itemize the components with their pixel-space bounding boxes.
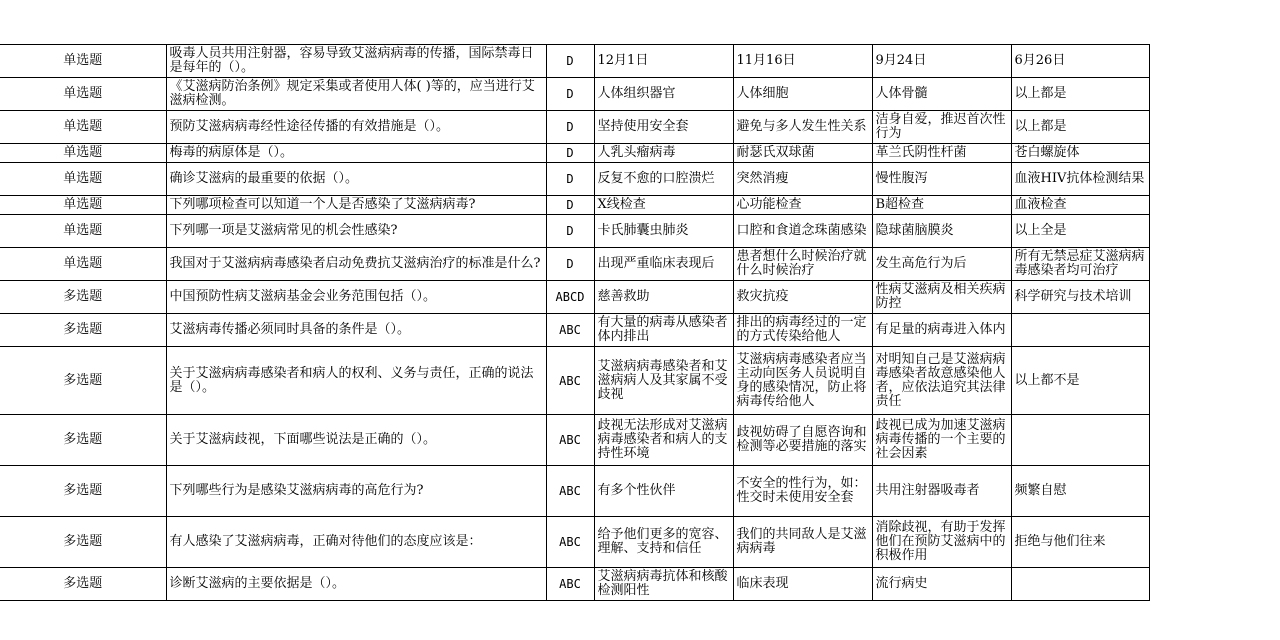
option-b-cell[interactable]: 口腔和食道念珠菌感染 (733, 215, 872, 248)
question-cell[interactable]: 确诊艾滋病的最重要的依据（）。 (166, 163, 546, 196)
question-cell[interactable]: 关于艾滋病歧视，下面哪些说法是正确的（）。 (166, 415, 546, 466)
option-b-cell[interactable]: 人体细胞 (733, 78, 872, 111)
option-d-cell[interactable] (1011, 568, 1149, 601)
answer-cell[interactable]: D (546, 248, 594, 281)
option-a-cell[interactable]: 人体组织器官 (594, 78, 733, 111)
question-type-cell[interactable]: 多选题 (0, 314, 166, 347)
answer-cell[interactable]: D (546, 196, 594, 215)
table-row[interactable] (0, 163, 1149, 196)
option-a-cell[interactable]: 艾滋病病毒抗体和核酸检测阳性 (594, 568, 733, 601)
question-cell[interactable]: 梅毒的病原体是（）。 (166, 144, 546, 163)
option-d-cell[interactable] (1011, 314, 1149, 347)
option-a-cell[interactable]: 给予他们更多的宽容、理解、支持和信任 (594, 517, 733, 568)
answer-cell[interactable]: ABC (546, 568, 594, 601)
answer-cell[interactable]: D (546, 163, 594, 196)
answer-cell[interactable]: ABC (546, 347, 594, 415)
table-row[interactable] (0, 281, 1149, 314)
question-cell[interactable]: 吸毒人员共用注射器，容易导致艾滋病病毒的传播，国际禁毒日是每年的（）。 (166, 45, 546, 78)
question-cell[interactable]: 我国对于艾滋病病毒感染者启动免费抗艾滋病治疗的标准是什么? (166, 248, 546, 281)
question-cell[interactable]: 下列哪些行为是感染艾滋病病毒的高危行为? (166, 466, 546, 517)
spreadsheet (0, 44, 1150, 601)
question-type-cell[interactable]: 单选题 (0, 78, 166, 111)
table-row[interactable] (0, 517, 1149, 568)
table-row[interactable] (0, 45, 1149, 78)
question-cell[interactable]: 下列哪一项是艾滋病常见的机会性感染? (166, 215, 546, 248)
option-d-cell[interactable]: 所有无禁忌症艾滋病病毒感染者均可治疗 (1011, 248, 1149, 281)
option-b-cell[interactable]: 患者想什么时候治疗就什么时候治疗 (733, 248, 872, 281)
option-c-cell[interactable]: 共用注射器吸毒者 (872, 466, 1011, 517)
option-c-cell[interactable]: 洁身自爱，推迟首次性行为 (872, 111, 1011, 144)
table-row[interactable] (0, 248, 1149, 281)
answer-cell[interactable]: ABC (546, 415, 594, 466)
answer-cell[interactable]: D (546, 111, 594, 144)
option-b-cell[interactable]: 排出的病毒经过的一定的方式传染给他人 (733, 314, 872, 347)
option-a-cell[interactable]: 反复不愈的口腔溃烂 (594, 163, 733, 196)
question-type-cell[interactable]: 单选题 (0, 248, 166, 281)
table-row[interactable] (0, 144, 1149, 163)
option-c-cell[interactable]: 人体骨髓 (872, 78, 1011, 111)
option-a-cell[interactable]: 艾滋病病毒感染者和艾滋病病人及其家属不受歧视 (594, 347, 733, 415)
question-type-cell[interactable]: 多选题 (0, 568, 166, 601)
table-row[interactable] (0, 111, 1149, 144)
option-a-cell[interactable]: 人乳头瘤病毒 (594, 144, 733, 163)
option-a-cell[interactable]: 坚持使用安全套 (594, 111, 733, 144)
option-d-cell[interactable]: 以上都是 (1011, 78, 1149, 111)
question-cell[interactable]: 关于艾滋病病毒感染者和病人的权利、义务与责任，正确的说法是（）。 (166, 347, 546, 415)
option-b-cell[interactable]: 突然消瘦 (733, 163, 872, 196)
option-a-cell[interactable]: 有大量的病毒从感染者体内排出 (594, 314, 733, 347)
option-d-cell[interactable]: 6月26日 (1011, 45, 1149, 78)
option-a-cell[interactable]: 慈善救助 (594, 281, 733, 314)
table-row[interactable] (0, 568, 1149, 601)
question-type-cell[interactable]: 多选题 (0, 415, 166, 466)
question-cell[interactable]: 中国预防性病艾滋病基金会业务范围包括（）。 (166, 281, 546, 314)
option-b-cell[interactable]: 艾滋病病毒感染者应当主动向医务人员说明自身的感染情况，防止将病毒传给他人 (733, 347, 872, 415)
option-d-cell[interactable]: 以上都不是 (1011, 347, 1149, 415)
table-row[interactable] (0, 314, 1149, 347)
option-c-cell[interactable]: 革兰氏阴性杆菌 (872, 144, 1011, 163)
option-b-cell[interactable]: 我们的共同敌人是艾滋病病毒 (733, 517, 872, 568)
question-cell[interactable]: 有人感染了艾滋病病毒，正确对待他们的态度应该是： (166, 517, 546, 568)
question-type-cell[interactable]: 多选题 (0, 281, 166, 314)
option-d-cell[interactable]: 拒绝与他们往来 (1011, 517, 1149, 568)
option-d-cell[interactable]: 血液检查 (1011, 196, 1149, 215)
option-d-cell[interactable] (1011, 415, 1149, 466)
option-d-cell[interactable]: 血液HIV抗体检测结果 (1011, 163, 1149, 196)
option-d-cell[interactable]: 科学研究与技术培训 (1011, 281, 1149, 314)
option-b-cell[interactable]: 避免与多人发生性关系 (733, 111, 872, 144)
option-a-cell[interactable]: 12月1日 (594, 45, 733, 78)
option-c-cell[interactable]: 对明知自己是艾滋病病毒感染者故意感染他人者，应依法追究其法律责任 (872, 347, 1011, 415)
option-c-cell[interactable]: 发生高危行为后 (872, 248, 1011, 281)
question-type-cell[interactable]: 单选题 (0, 163, 166, 196)
option-a-cell[interactable]: 有多个性伙伴 (594, 466, 733, 517)
table-row[interactable] (0, 78, 1149, 111)
option-b-cell[interactable]: 歧视妨碍了自愿咨询和检测等必要措施的落实 (733, 415, 872, 466)
option-a-cell[interactable]: 歧视无法形成对艾滋病病毒感染者和病人的支持性环境 (594, 415, 733, 466)
option-c-cell[interactable]: 有足量的病毒进入体内 (872, 314, 1011, 347)
question-type-cell[interactable]: 多选题 (0, 517, 166, 568)
answer-cell[interactable]: ABC (546, 517, 594, 568)
table-row[interactable] (0, 215, 1149, 248)
option-d-cell[interactable]: 苍白螺旋体 (1011, 144, 1149, 163)
table-row[interactable] (0, 347, 1149, 415)
table-row[interactable] (0, 415, 1149, 466)
option-c-cell[interactable]: 慢性腹泻 (872, 163, 1011, 196)
option-c-cell[interactable]: 隐球菌脑膜炎 (872, 215, 1011, 248)
answer-cell[interactable]: ABC (546, 466, 594, 517)
option-b-cell[interactable]: 耐瑟氏双球菌 (733, 144, 872, 163)
option-c-cell[interactable]: B超检查 (872, 196, 1011, 215)
question-type-cell[interactable]: 单选题 (0, 45, 166, 78)
question-cell[interactable]: 下列哪项检查可以知道一个人是否感染了艾滋病病毒? (166, 196, 546, 215)
question-table (0, 44, 1150, 601)
option-b-cell[interactable]: 心功能检查 (733, 196, 872, 215)
option-d-cell[interactable]: 频繁自慰 (1011, 466, 1149, 517)
table-row[interactable] (0, 466, 1149, 517)
answer-cell[interactable]: ABCD (546, 281, 594, 314)
question-type-cell[interactable]: 多选题 (0, 466, 166, 517)
answer-cell[interactable]: D (546, 215, 594, 248)
option-b-cell[interactable]: 11月16日 (733, 45, 872, 78)
question-type-cell[interactable]: 单选题 (0, 144, 166, 163)
answer-cell[interactable]: D (546, 45, 594, 78)
option-b-cell[interactable]: 不安全的性行为，如：性交时未使用安全套 (733, 466, 872, 517)
question-cell[interactable]: 预防艾滋病病毒经性途径传播的有效措施是（）。 (166, 111, 546, 144)
question-cell[interactable]: 《艾滋病防治条例》规定采集或者使用人体( )等的，应当进行艾滋病检测。 (166, 78, 546, 111)
option-c-cell[interactable]: 性病艾滋病及相关疾病防控 (872, 281, 1011, 314)
table-row[interactable] (0, 196, 1149, 215)
question-cell[interactable]: 诊断艾滋病的主要依据是（）。 (166, 568, 546, 601)
option-c-cell[interactable]: 消除歧视，有助于发挥他们在预防艾滋病中的积极作用 (872, 517, 1011, 568)
option-b-cell[interactable]: 救灾抗疫 (733, 281, 872, 314)
option-a-cell[interactable]: 出现严重临床表现后 (594, 248, 733, 281)
option-c-cell[interactable]: 歧视已成为加速艾滋病病毒传播的一个主要的社会因素 (872, 415, 1011, 466)
option-a-cell[interactable]: X线检查 (594, 196, 733, 215)
option-d-cell[interactable]: 以上全是 (1011, 215, 1149, 248)
answer-cell[interactable]: ABC (546, 314, 594, 347)
option-a-cell[interactable]: 卡氏肺囊虫肺炎 (594, 215, 733, 248)
question-cell[interactable]: 艾滋病毒传播必须同时具备的条件是（）。 (166, 314, 546, 347)
question-type-cell[interactable]: 单选题 (0, 111, 166, 144)
answer-cell[interactable]: D (546, 78, 594, 111)
answer-cell[interactable]: D (546, 144, 594, 163)
option-d-cell[interactable]: 以上都是 (1011, 111, 1149, 144)
question-type-cell[interactable]: 单选题 (0, 215, 166, 248)
question-type-cell[interactable]: 多选题 (0, 347, 166, 415)
option-c-cell[interactable]: 流行病史 (872, 568, 1011, 601)
option-b-cell[interactable]: 临床表现 (733, 568, 872, 601)
question-type-cell[interactable]: 单选题 (0, 196, 166, 215)
option-c-cell[interactable]: 9月24日 (872, 45, 1011, 78)
